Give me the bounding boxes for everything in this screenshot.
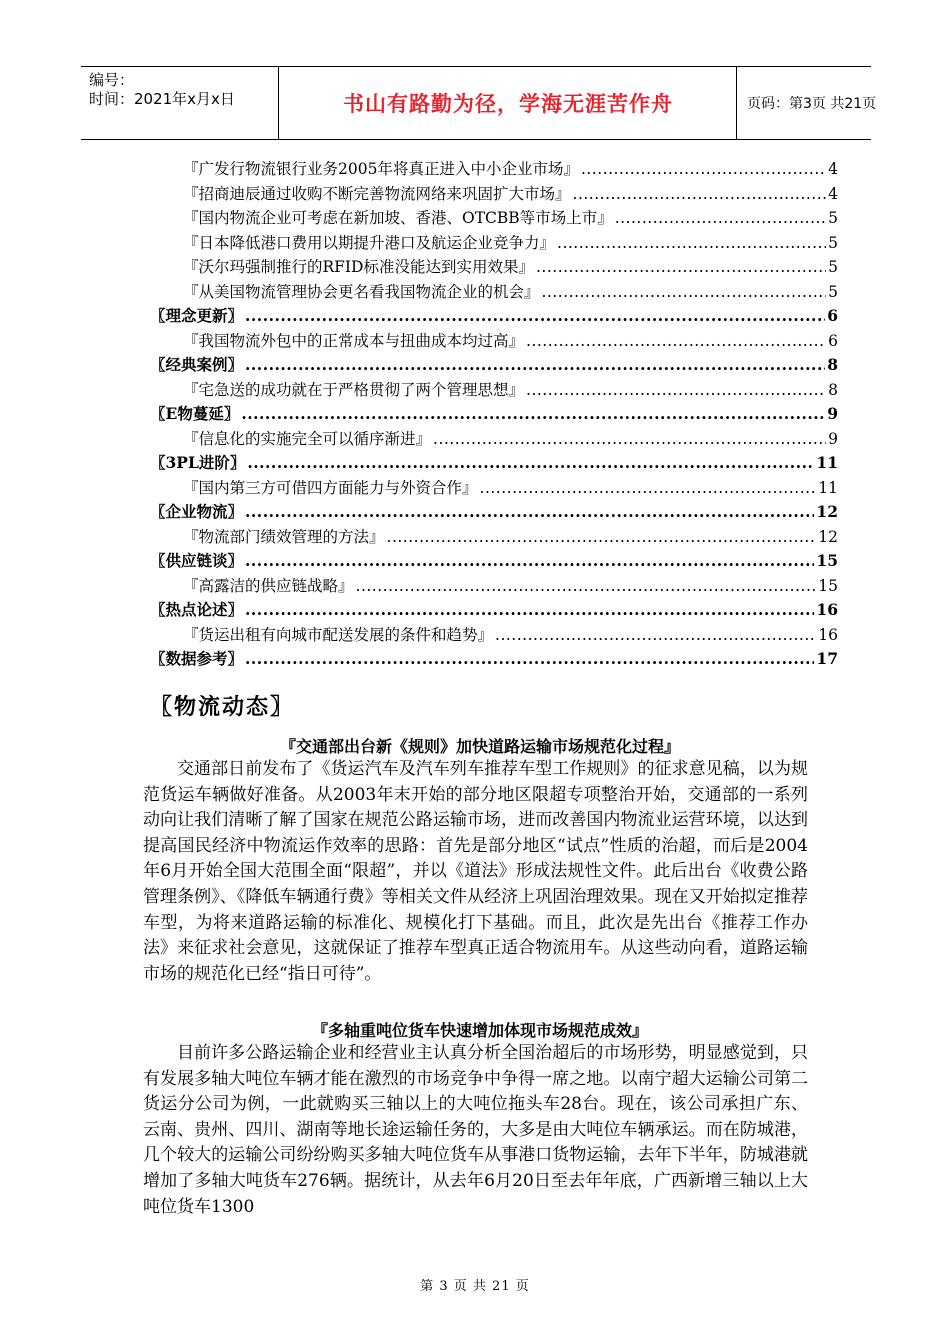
- toc-entry-page: 15: [818, 576, 838, 595]
- toc-entry[interactable]: [150, 182, 838, 207]
- toc-entry[interactable]: [150, 525, 838, 550]
- toc-entry-page: 12: [818, 527, 838, 546]
- toc-entry-page: 9: [827, 404, 838, 423]
- toc-entry-title: 『从美国物流管理协会更名看我国物流企业的机会』: [183, 282, 540, 301]
- toc-entry-title: 『日本降低港口费用以期提升港口及航运企业竞争力』: [183, 233, 556, 252]
- toc-leader-dots: [536, 258, 826, 276]
- toc-entry-page: 11: [816, 453, 838, 472]
- toc-entry-title: 〖E物蔓延〗: [150, 404, 240, 423]
- page-header: [81, 66, 877, 140]
- toc-entry[interactable]: [150, 255, 838, 280]
- toc-leader-dots: [480, 479, 817, 497]
- toc-leader-dots: [247, 453, 814, 472]
- toc-entry-page: 4: [828, 184, 838, 203]
- toc-leader-dots: [245, 600, 814, 619]
- header-motto: 书山有路勤为径，学海无涯苦作舟: [280, 67, 737, 139]
- toc-section-entry[interactable]: [150, 598, 838, 623]
- page-footer: 第 3 页 共 21 页: [420, 1279, 530, 1294]
- number-label: 编号：: [89, 71, 135, 89]
- toc-leader-dots: [557, 234, 826, 252]
- toc-entry-title: 『物流部门绩效管理的方法』: [183, 527, 385, 546]
- toc-leader-dots: [245, 306, 825, 325]
- toc-section-entry[interactable]: [150, 451, 838, 476]
- article-body-2: 目前许多公路运输企业和经营业主认真分析全国治超后的市场形势，明显感觉到，只有发展多轴大吨位车辆才能在激烈的市场竞争中争得一席之地。以南宁超大运输公司第二货运分公司为例，一此就购买三轴以上的大吨位拖头车28台。现在，该公司承担广东、云南、贵州、四川、湖南等地长途运输任务的，大多是由大吨位车辆承运。而在防城港，几个较大的运输公司纷纷购买多轴大吨位货车从事港口货物运输，去年下半年，防城港就增加了多轴大吨货车276辆。据统计，从去年6月20日至去年年底，广西新增三轴以上大吨位货车1300: [143, 1043, 808, 1217]
- toc-entry[interactable]: [150, 329, 838, 354]
- article-body-1: 交通部日前发布了《货运汽车及汽车列车推荐车型工作规则》的征求意见稿，以为规范货运车辆做好准备。从2003年末开始的部分地区限超专项整治开始，交通部的一系列动向让我们清晰了解了国家在规范公路运输市场，进而改善国内物流业运营环境，以达到提高国民经济中物流运作效率的思路：首先是部分地区“试点”性质的治超，而后是2004年6月开始全国大范围全面“限超”，并以《道法》形成法规性文件。此后出台《收费公路管理条例》、《降低车辆通行费》等相关文件从经济上巩固治理效果。现在又开始拟定推荐车型，为将来道路运输的标准化、规模化打下基础。而且，此次是先出台《推荐工作办法》来征求社会意见，这就保证了推荐车型真正适合物流用车。从这些动向看，道路运输市场的规范化已经“指日可待”。: [143, 759, 808, 984]
- toc-entry[interactable]: [150, 476, 838, 501]
- toc-entry-page: 12: [816, 502, 838, 521]
- toc-entry-page: 5: [828, 233, 838, 252]
- section-title: 〖物流动态〗: [150, 694, 295, 720]
- toc-entry-title: 『高露洁的供应链战略』: [183, 576, 354, 595]
- toc-leader-dots: [245, 502, 814, 521]
- toc-leader-dots: [615, 209, 826, 227]
- toc-entry[interactable]: [150, 231, 838, 256]
- toc-leader-dots: [387, 528, 817, 546]
- toc-section-entry[interactable]: [150, 549, 838, 574]
- toc-section-entry[interactable]: [150, 304, 838, 329]
- toc-entry-page: 6: [828, 331, 838, 350]
- toc-entry-title: 『宅急送的成功就在于严格贯彻了两个管理思想』: [183, 380, 525, 399]
- toc-entry-page: 6: [827, 306, 838, 325]
- toc-entry[interactable]: [150, 157, 838, 182]
- toc-leader-dots: [245, 649, 814, 668]
- toc-entry[interactable]: [150, 378, 838, 403]
- table-of-contents: [150, 157, 838, 672]
- toc-leader-dots: [581, 160, 826, 178]
- toc-entry-title: 『沃尔玛强制推行的RFID标准没能达到实用效果』: [183, 258, 534, 276]
- toc-entry-page: 15: [816, 551, 838, 570]
- toc-entry-page: 4: [828, 160, 838, 178]
- toc-entry-title: 『广发行物流银行业务2005年将真正进入中小企业市场』: [183, 160, 579, 178]
- toc-entry-page: 11: [818, 478, 838, 497]
- toc-entry-page: 8: [827, 355, 838, 374]
- toc-entry-title: 〖供应链谈〗: [150, 551, 244, 570]
- toc-section-entry[interactable]: [150, 647, 838, 672]
- toc-entry-title: 『货运出租有向城市配送发展的条件和趋势』: [183, 625, 494, 644]
- toc-entry-title: 〖3PL进阶〗: [150, 453, 246, 472]
- toc-entry-page: 8: [828, 380, 838, 399]
- toc-entry-title: 『我国物流外包中的正常成本与扭曲成本均过高』: [183, 331, 525, 350]
- toc-entry[interactable]: [150, 427, 838, 452]
- toc-leader-dots: [241, 404, 825, 423]
- toc-entry-title: 『信息化的实施完全可以循序渐进』: [183, 429, 432, 448]
- toc-entry-title: 〖企业物流〗: [150, 502, 244, 521]
- toc-entry-page: 16: [816, 600, 838, 619]
- toc-section-entry[interactable]: [150, 500, 838, 525]
- toc-leader-dots: [495, 626, 816, 644]
- toc-entry[interactable]: [150, 206, 838, 231]
- toc-leader-dots: [526, 332, 826, 350]
- toc-entry-title: 〖热点论述〗: [150, 600, 244, 619]
- toc-entry-page: 5: [828, 282, 838, 301]
- toc-entry-page: 9: [828, 429, 838, 448]
- toc-section-entry[interactable]: [150, 402, 838, 427]
- toc-entry[interactable]: [150, 623, 838, 648]
- toc-entry-page: 17: [816, 649, 838, 668]
- toc-leader-dots: [542, 283, 827, 301]
- toc-entry-title: 〖理念更新〗: [150, 306, 244, 325]
- toc-entry-title: 〖数据参考〗: [150, 649, 244, 668]
- toc-leader-dots: [245, 551, 814, 570]
- toc-entry[interactable]: [150, 280, 838, 305]
- toc-leader-dots: [245, 355, 825, 374]
- toc-entry-page: 16: [818, 625, 838, 644]
- date-label: 时间：2021年x月x日: [89, 90, 235, 108]
- article-title-1: 『交通部出台新《规则》加快道路运输市场规范化过程』: [279, 737, 680, 756]
- toc-entry-title: 『国内第三方可借四方面能力与外资合作』: [183, 478, 478, 497]
- article-title-2: 『多轴重吨位货车快速增加体现市场规范成效』: [311, 1021, 648, 1040]
- toc-leader-dots: [526, 381, 826, 399]
- header-meta: [81, 67, 279, 139]
- toc-entry-page: 5: [828, 258, 838, 276]
- toc-entry-title: 『招商迪辰通过收购不断完善物流网络来巩固扩大市场』: [183, 184, 571, 203]
- toc-section-entry[interactable]: [150, 353, 838, 378]
- header-page-label: 页码：第3页 共21页: [747, 96, 877, 112]
- toc-leader-dots: [433, 430, 826, 448]
- toc-entry-title: 『国内物流企业可考虑在新加坡、香港、OTCBB等市场上市』: [183, 209, 613, 227]
- toc-entry[interactable]: [150, 574, 838, 599]
- toc-leader-dots: [356, 577, 817, 595]
- toc-leader-dots: [573, 185, 827, 203]
- toc-entry-title: 〖经典案例〗: [150, 355, 244, 374]
- toc-entry-page: 5: [828, 209, 838, 227]
